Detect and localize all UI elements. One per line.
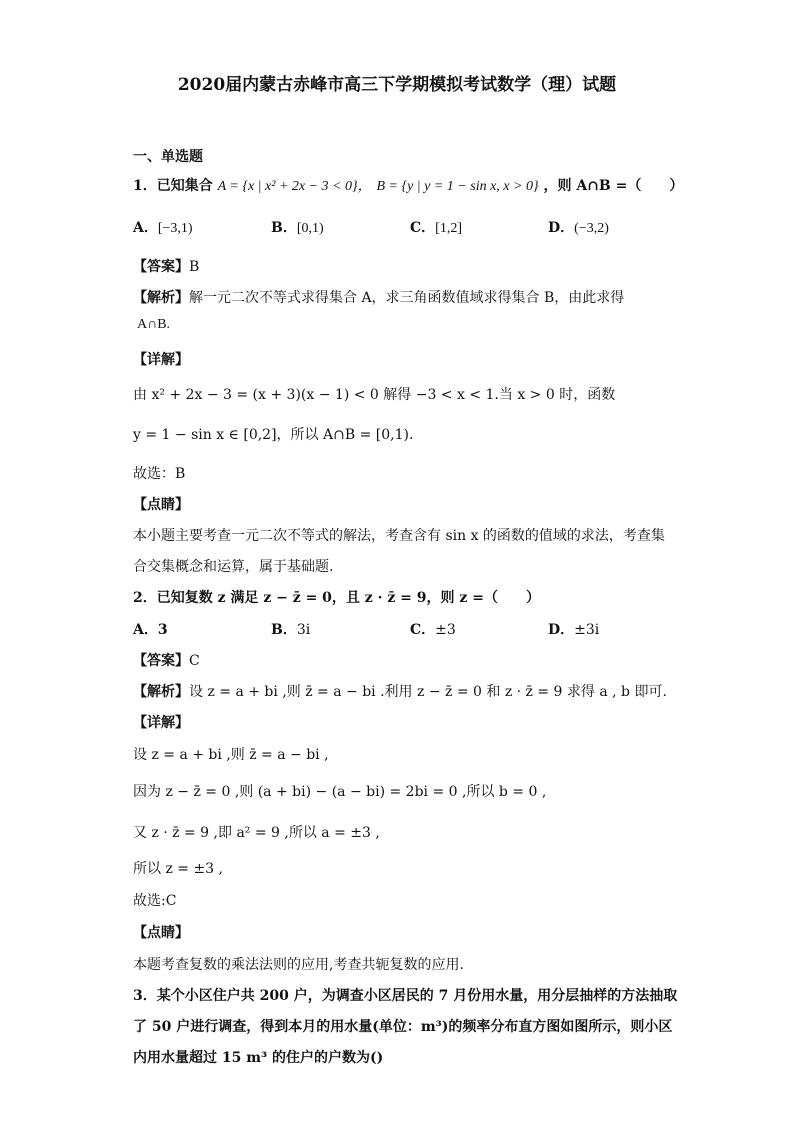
q1-set-a: A = {x | x² + 2x − 3 < 0}， [217, 179, 372, 194]
page-title: 2020届内蒙古赤峰市高三下学期模拟考试数学（理）试题 [177, 75, 617, 95]
q2-detail-line2: 因为 z − z̄ = 0 ,则 (a + bi) − (a − bi) = 2bi = 0 ,所以 b = 0 , [133, 784, 547, 800]
q2-detail-line4: 所以 z = ±3 , [133, 861, 223, 877]
q1-option-b: B．[0,1) [271, 220, 324, 236]
q1-comment-tag: 【点睛】 [133, 497, 189, 513]
q1-detail-line1: 由 x² + 2x − 3 = (x + 3)(x − 1) < 0 解得 −3 < x < 1.当 x > 0 时，函数 [133, 387, 616, 403]
q2-comment: 本题考查复数的乘法法则的应用,考查共轭复数的应用. [133, 957, 464, 973]
q1-option-d: D．(−3,2) [548, 220, 609, 236]
q2-detail-line1: 设 z = a + bi ,则 z̄ = a − bi , [133, 747, 329, 763]
q2-detail-tag: 【详解】 [133, 715, 189, 731]
q1-stem-prefix: 1．已知集合 [133, 178, 213, 194]
q1-detail-tag: 【详解】 [133, 352, 189, 368]
q2-stem: 2．已知复数 z 满足 z − z̄ = 0，且 z · z̄ = 9，则 z =（ ） [133, 590, 540, 606]
q2-option-d: D．±3i [548, 622, 600, 638]
q1-option-c: C．[1,2] [410, 220, 462, 236]
q1-comment-line2: 合交集概念和运算，属于基础题. [133, 559, 334, 575]
q2-comment-tag: 【点睛】 [133, 925, 189, 941]
q1-option-a: A．[−3,1) [133, 220, 193, 236]
q1-choose: 故选：B [133, 466, 186, 482]
q1-stem-suffix: ，则 A∩B =（ ） [543, 178, 684, 194]
q1-set-b: B = {y | y = 1 − sin x, x > 0} [376, 179, 539, 194]
q2-analysis: 【解析】设 z = a + bi ,则 z̄ = a − bi .利用 z − z̄ = 0 和 z · z̄ = 9 求得 a , b 即可. [133, 684, 667, 700]
q2-answer: 【答案】C [133, 653, 200, 669]
q2-option-b: B．3i [271, 622, 311, 638]
q2-detail-line3: 又 z · z̄ = 9 ,即 a² = 9 ,所以 a = ±3 , [133, 825, 380, 841]
q2-option-a: A．3 [133, 622, 168, 638]
q3-stem-line3: 内用水量超过 15 m³ 的住户的户数为() [133, 1050, 384, 1066]
q1-comment-line1: 本小题主要考查一元二次不等式的解法，考查含有 sin x 的函数的值域的求法，考查集 [133, 528, 665, 544]
q1-analysis: 【解析】解一元二次不等式求得集合 A，求三角函数值域求得集合 B，由此求得 [133, 290, 625, 306]
q1-stem [133, 175, 683, 195]
q3-stem-line2: 了 50 户进行调查，得到本月的用水量(单位：m³)的频率分布直方图如图所示，则小区 [133, 1019, 673, 1035]
q1-detail-line2: y = 1 − sin x ∈ [0,2]，所以 A∩B = [0,1). [133, 427, 414, 443]
q3-stem-line1: 3．某个小区住户共 200 户，为调查小区居民的 7 月份用水量，用分层抽样的方法抽取 [133, 988, 678, 1004]
q1-answer: 【答案】B [133, 259, 200, 275]
section-heading: 一、单选题 [133, 149, 203, 165]
q2-option-c: C．±3 [410, 622, 456, 638]
q2-choose: 故选:C [133, 893, 177, 909]
q1-analysis-cont: A∩B. [137, 317, 171, 332]
